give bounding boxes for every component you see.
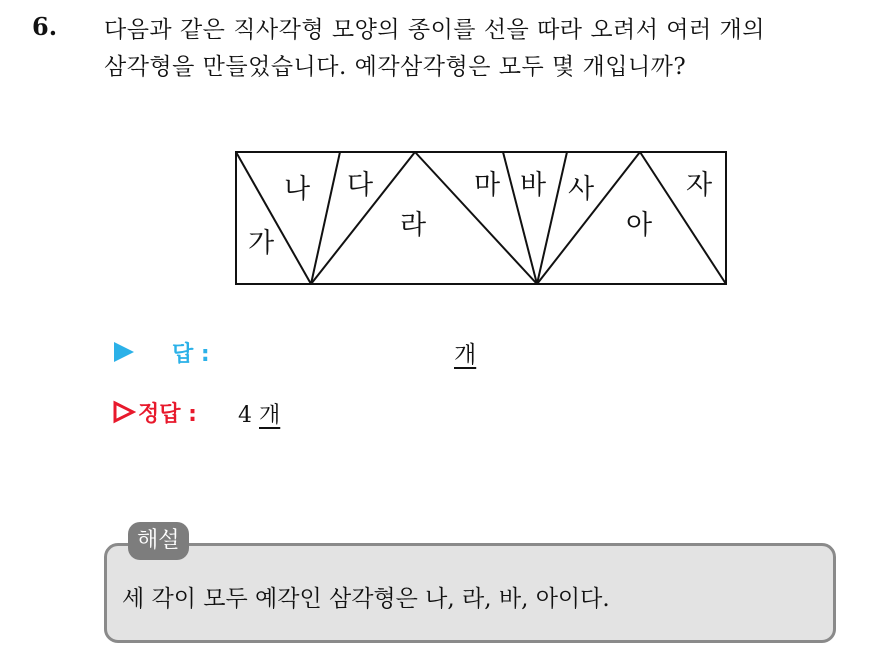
figure-label-a: 아 [626,210,653,241]
figure-label-ra: 라 [400,210,427,241]
figure-label-ja: 자 [686,170,713,201]
correct-answer-label: 정답 : [138,402,197,427]
explanation-tab: 해설 [128,522,189,560]
question-number: 6. [32,12,58,41]
correct-answer-unit: 개 [259,403,281,428]
figure-label-ba: 바 [520,170,547,201]
figure-label-ma: 마 [474,170,501,201]
blue-triangle-icon [112,340,136,364]
figure-label-sa: 사 [568,174,595,205]
correct-answer-number: 4 [238,403,252,428]
answer-label: 답 : [172,342,210,367]
correct-answer-value [238,398,280,429]
question-line-2: 삼각형을 만들었습니다. 예각삼각형은 모두 몇 개입니까? [104,54,687,80]
answer-unit: 개 [454,342,477,368]
figure-label-da: 다 [347,170,374,201]
figure-label-ga: 가 [248,228,275,259]
figure-label-na: 나 [284,174,311,205]
question-line-1: 다음과 같은 직사각형 모양의 종이를 선을 따라 오려서 여러 개의 [104,17,765,43]
explanation-text: 세 각이 모두 예각인 삼각형은 나, 라, 바, 아이다. [122,586,610,612]
red-outline-triangle-icon [112,400,136,424]
